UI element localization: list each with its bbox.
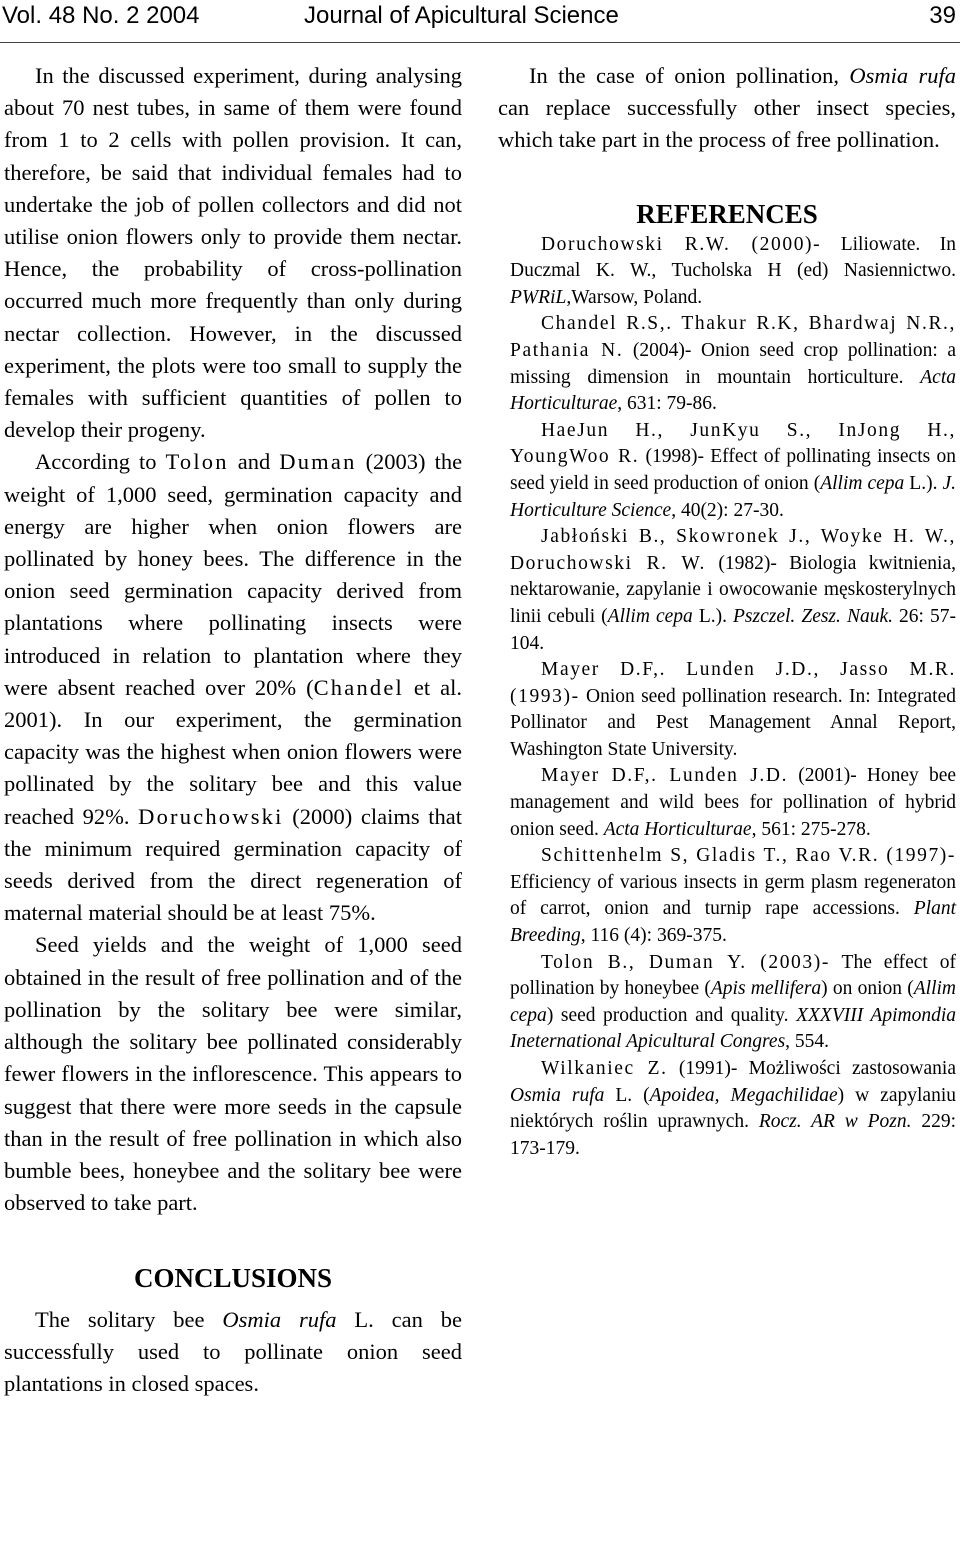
paragraph: Seed yields and the weight of 1,000 seed obtained in the result of free pollination and of the pollination by the solitary bee were similar, although the solitary bee pollinated considerably fewer flowers in the inflorescence. This appears to suggest that there were more seeds in the capsule than in the result of free pollination in which also bumble bees, honeybee and the solitary bee were observed to take part. <box>4 932 462 1216</box>
page-number: 39 <box>929 2 956 29</box>
journal-title: Journal of Apicultural Science <box>304 2 619 29</box>
reference-item: Jabłoński B., Skowronek J., Woyke H. W., Doruchowski R. W. (1982)- Biologia kwitnienia, nektarowanie, zapylanie i owocowanie męskosterylnych linii cebuli (Allim cepa L.). Pszczel. Zesz. Nauk. 26: 57-104. <box>510 526 956 654</box>
reference-list <box>498 232 956 1163</box>
header-rule <box>0 42 960 43</box>
cited-author: Tolon <box>165 449 229 475</box>
reference-item: Wilkaniec Z. (1991)- Możliwości zastosowania Osmia rufa L. (Apoidea, Megachilidae) w zapylaniu niektórych roślin uprawnych. Rocz. AR w Pozn. 229: 173-179. <box>510 1058 957 1159</box>
reference-item: Mayer D.F,. Lunden J.D., Jasso M.R. (1993)- Onion seed pollination research. In: Integrated Pollinator and Pest Management Annal Report, Washington State University. <box>510 659 956 760</box>
right-column <box>498 60 956 1162</box>
reference-item: Tolon B., Duman Y. (2003)- The effect of pollination by honeybee (Apis mellifera) on onion (Allim cepa) seed production and quality. XXXVIII Apimondia Ineternational Apicultural Congres, 554. <box>510 951 956 1053</box>
paragraph: According to Tolon and Duman (2003) the weight of 1,000 seed, germination capacity and energy are higher when onion flowers are pollinated by honey bees. The difference in the onion seed germination capacity derived from plantations where pollinating insects were introduced in relation to plantation where they were absent reached over 20% (Chandel et al. 2001). In our experiment, the germination capacity was the highest when onion flowers were pollinated by the solitary bee and this value reached 92%. Doruchowski (2000) claims that the minimum required germination capacity of seeds derived from the direct regeneration of maternal material should be at least 75%. <box>4 449 463 926</box>
paragraph: In the discussed experiment, during analysing about 70 nest tubes, in same of them were found from 1 to 2 cells with pollen provision. It can, therefore, be said that individual females had to undertake the job of pollen collectors and did not utilise onion flowers only to provide them nectar. Hence, the probability of cross-pollination occurred much more frequently than only during nectar collection. However, in the discussed experiment, the plots were too small to supply the females with sufficient quantities of pollen to develop their progeny. <box>4 63 462 443</box>
species-name: Osmia rufa <box>849 63 957 88</box>
cited-author: Chandel <box>313 674 404 700</box>
species-name: Osmia rufa <box>222 1306 337 1332</box>
cited-author: Doruchowski <box>138 803 284 829</box>
paragraph: In the case of onion pollination, Osmia rufa can replace successfully other insect species, which take part in the process of free pollination. <box>498 63 957 153</box>
conclusions-heading: CONCLUSIONS <box>133 1263 333 1294</box>
references-heading: REFERENCES <box>636 198 818 229</box>
reference-item: Doruchowski R.W. (2000)- Liliowate. In Duczmal K. W., Tucholska H (ed) Nasiennictwo. PWRiL,Warsow, Poland. <box>510 233 957 308</box>
cited-author: Duman <box>279 449 357 475</box>
volume-info: Vol. 48 No. 2 2004 <box>2 2 200 29</box>
left-column <box>4 60 462 1400</box>
running-header <box>0 0 960 32</box>
reference-item: Mayer D.F,. Lunden J.D. (2001)- Honey bee management and wild bees for pollination of hybrid onion seed. Acta Horticulturae, 561: 275-278. <box>510 765 957 840</box>
reference-item: Schittenhelm S, Gladis T., Rao V.R. (1997)- Efficiency of various insects in germ plasm regeneraton of carrot, onion and turnip rape accessions. Plant Breeding, 116 (4): 369-375. <box>510 845 956 947</box>
paragraph: The solitary bee Osmia rufa L. can be successfully used to pollinate onion seed plantations in closed spaces. <box>4 1306 463 1396</box>
reference-item: Chandel R.S,. Thakur R.K, Bhardwaj N.R., Pathania N. (2004)- Onion seed crop pollination: a missing dimension in mountain horticulture. Acta Horticulturae, 631: 79-86. <box>510 313 956 415</box>
reference-item: HaeJun H., JunKyu S., InJong H., YoungWoo R. (1998)- Effect of pollinating insects on seed yield in seed production of onion (Allim cepa L.). J. Horticulture Science, 40(2): 27-30. <box>510 419 956 521</box>
